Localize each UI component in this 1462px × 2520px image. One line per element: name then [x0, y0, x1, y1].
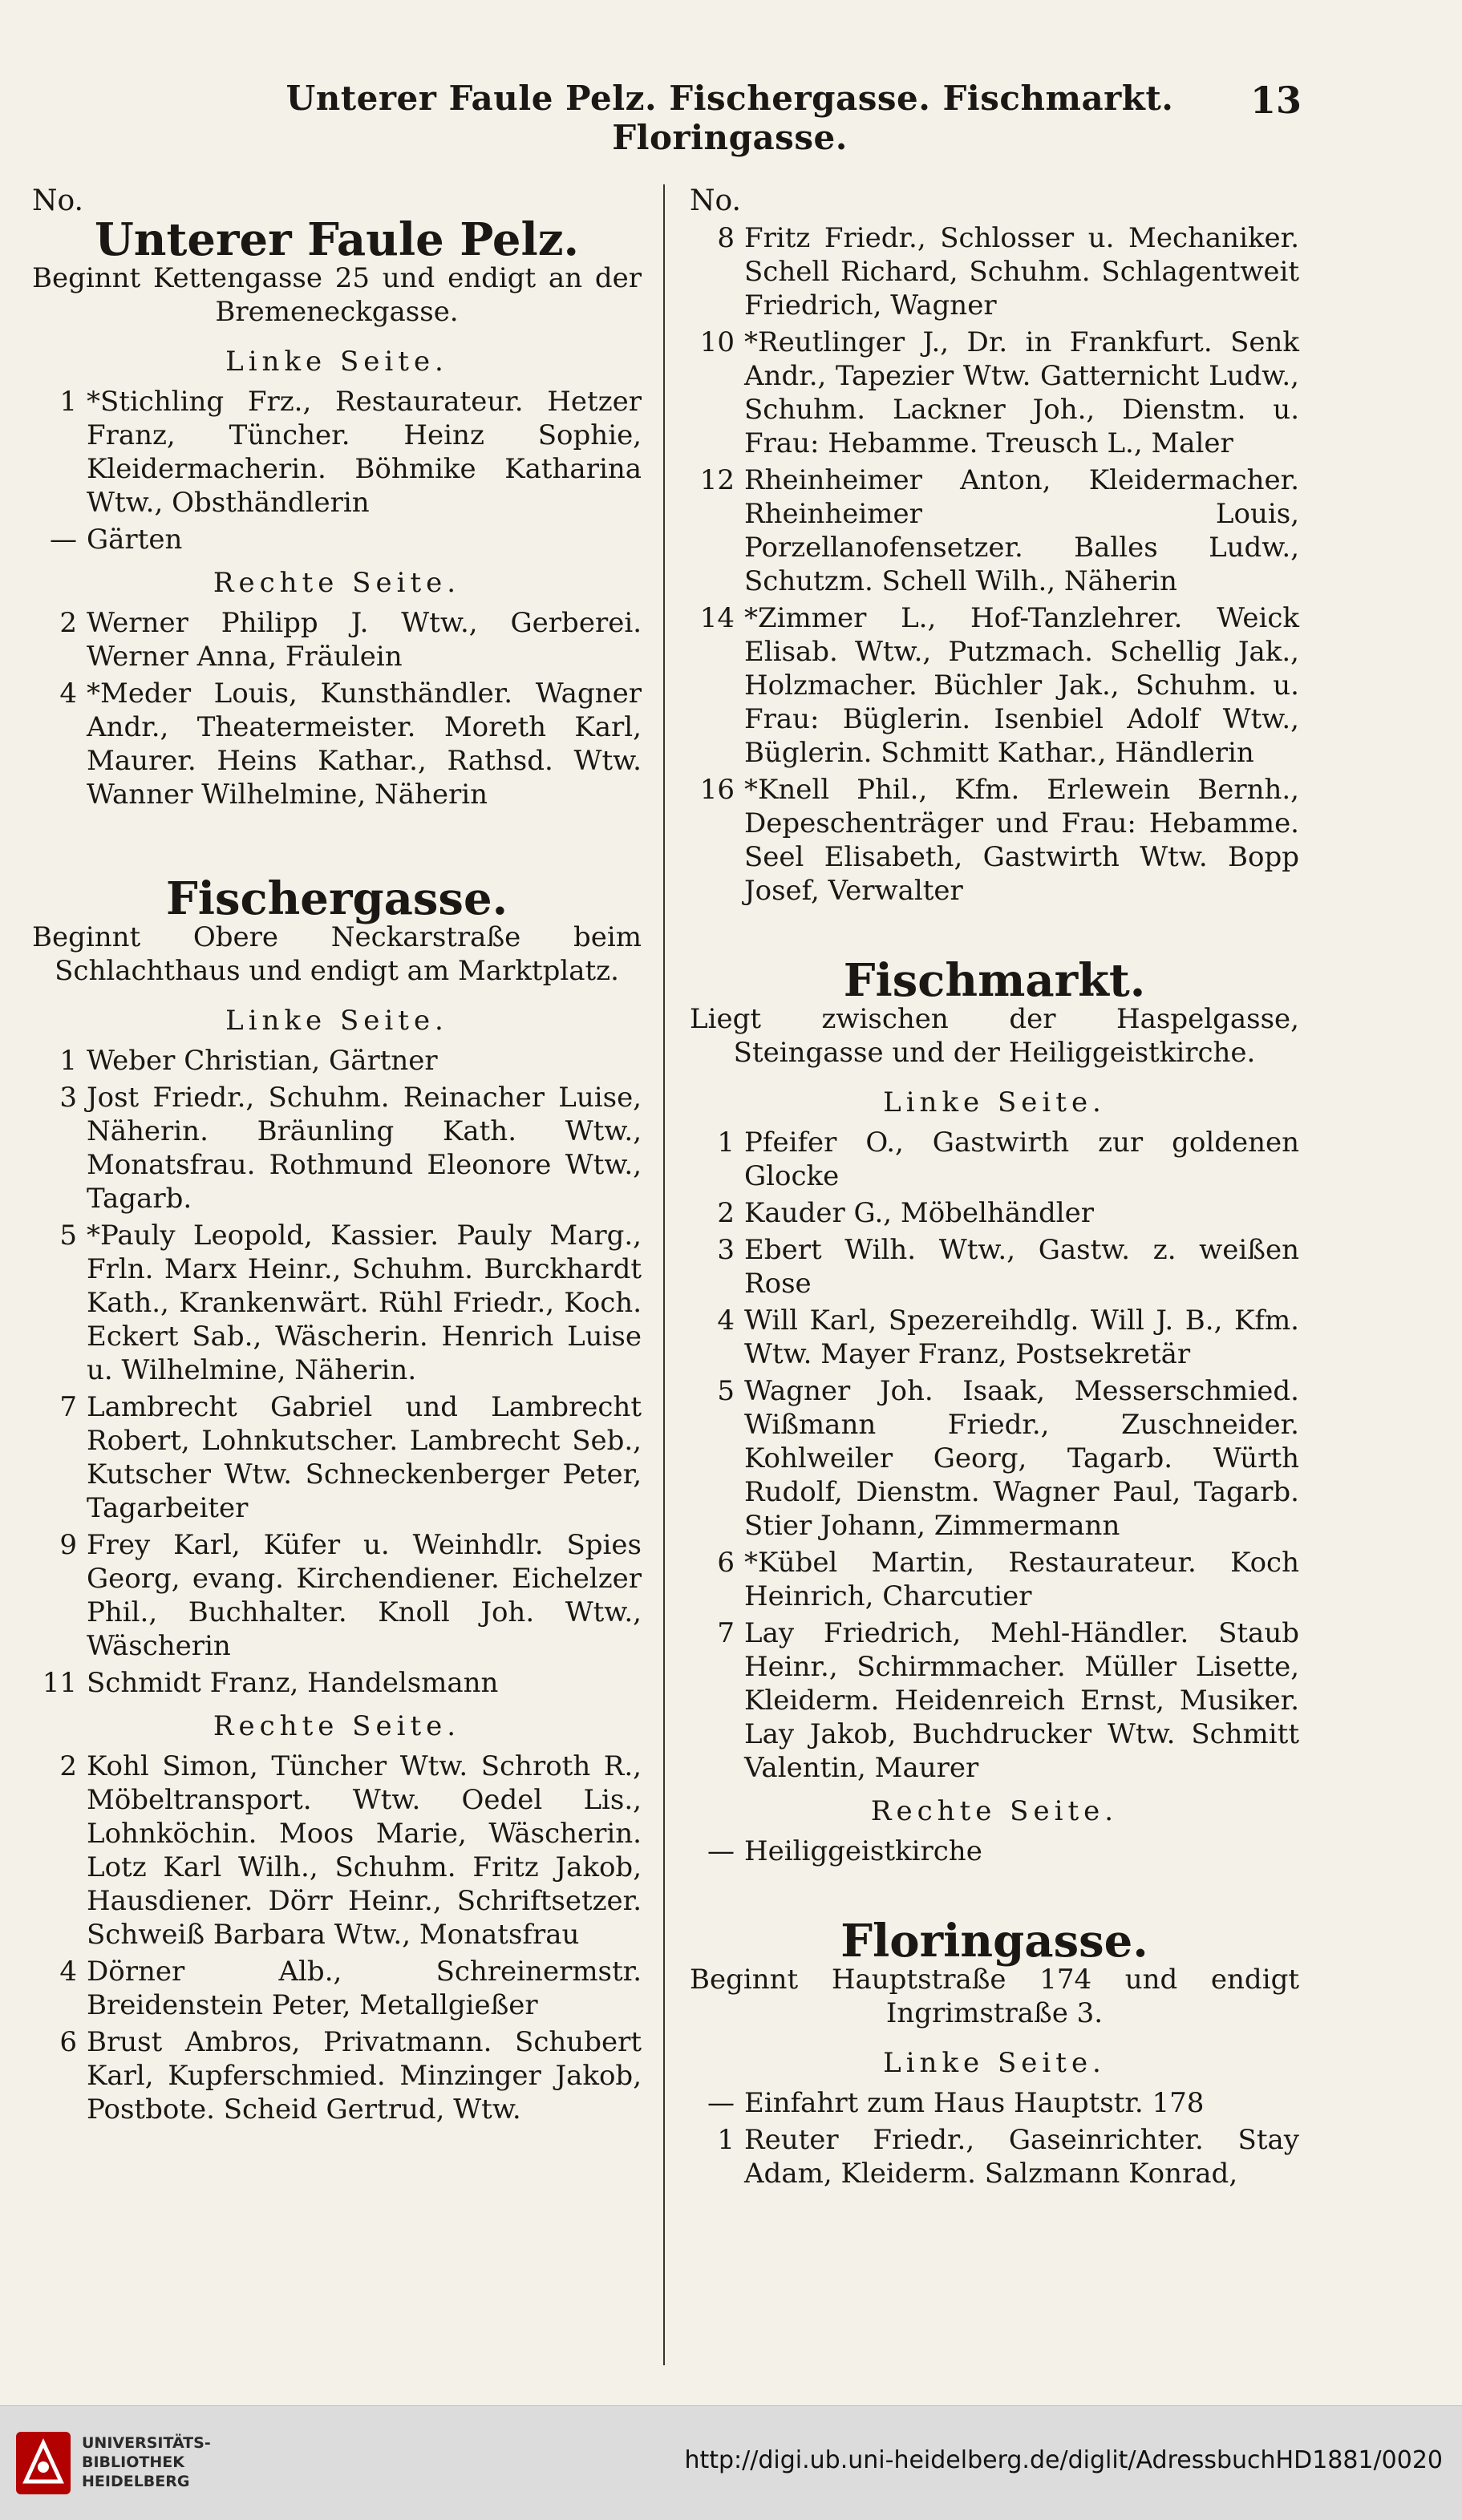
list-item — [32, 1219, 642, 1387]
list-item — [690, 1233, 1299, 1300]
resident-text: Heiliggeistkirche — [744, 1835, 982, 1867]
house-number: 10 — [699, 326, 735, 358]
house-number: 4 — [717, 1304, 735, 1337]
side-label-left: Linke Seite. — [225, 1005, 448, 1037]
street-description: Beginnt Kettengasse 25 und endigt an der Bremeneckgasse. — [32, 262, 642, 328]
house-number: 3 — [59, 1082, 77, 1114]
library-name-line: HEIDELBERG — [82, 2473, 190, 2490]
house-number: 7 — [717, 1617, 735, 1649]
resident-text: Fritz Friedr., Schlosser u. Mechaniker. Schell Richard, Schuhm. Schlagentweit Friedrich, Wagner — [744, 222, 1299, 322]
resident-text: *Meder Louis, Kunsthändler. Wagner Andr., Theatermeister. Moreth Karl, Maurer. Heins Kathar., Rathsd. Wtw. Wanner Wilhelmine, Näherin — [87, 678, 642, 811]
library-name-line: BIBLIOTHEK — [82, 2453, 184, 2471]
street-description: Beginnt Hauptstraße 174 und endigt Ingrimstraße 3. — [690, 1964, 1299, 2029]
digitization-footer — [0, 2405, 1462, 2520]
house-number: 2 — [59, 607, 77, 639]
resident-text: Brust Ambros, Privatmann. Schubert Karl, Kupferschmied. Minzinger Jakob, Postbote. Scheid Gertrud, Wtw. — [87, 2026, 642, 2126]
street-title: Floringasse. — [840, 1915, 1148, 1968]
no-label: No. — [690, 184, 741, 217]
house-number: 1 — [59, 386, 77, 418]
list-item — [690, 601, 1299, 770]
list-item — [32, 677, 642, 811]
street-section-fischmarkt — [690, 954, 1299, 1868]
resident-text: Wagner Joh. Isaak, Messerschmied. Wißmann Friedr., Zuschneider. Kohlweiler Georg, Tagarb. Würth Rudolf, Dienstm. Wagner Paul, Tagarb. Stier Johann, Zimmermann — [744, 1375, 1299, 1542]
house-number: 9 — [59, 1529, 77, 1561]
house-number: 5 — [59, 1220, 77, 1252]
list-item — [690, 773, 1299, 908]
list-item — [690, 1126, 1299, 1193]
side-label-left: Linke Seite. — [883, 2047, 1106, 2079]
house-number: 14 — [699, 602, 735, 634]
house-number: 5 — [717, 1375, 735, 1407]
list-item — [690, 1374, 1299, 1543]
resident-text: Rheinheimer Anton, Kleidermacher. Rheinheimer Louis, Porzellanofensetzer. Balles Ludw., Schutzm. Schell Wilh., Näherin — [744, 464, 1299, 597]
resident-text: Kohl Simon, Tüncher Wtw. Schroth R., Möbeltransport. Wtw. Oedel Lis., Lohnköchin. Moos Marie, Wäscherin. Lotz Karl Wilh., Schuhm. Fritz Jakob, Hausdiener. Dörr Heinr., Schriftsetzer. Schweiß Barbara Wtw., Monatsfrau — [87, 1750, 642, 1951]
entry-list — [32, 606, 642, 811]
section-gap — [690, 911, 1299, 959]
list-item — [32, 1081, 642, 1216]
running-head: Unterer Faule Pelz. Fischergasse. Fischmarkt. Floringasse. — [286, 79, 1174, 157]
resident-text: Dörner Alb., Schreinermstr. Breidenstein Peter, Metallgießer — [87, 1956, 642, 2021]
list-item — [690, 1196, 1299, 1230]
house-number: 16 — [699, 774, 735, 806]
list-item — [690, 2123, 1299, 2190]
house-number: 7 — [59, 1391, 77, 1423]
list-item — [690, 1546, 1299, 1613]
resident-text: Lay Friedrich, Mehl-Händler. Staub Heinr., Schirmmacher. Müller Lisette, Kleiderm. Heidenreich Ernst, Musiker. Lay Jakob, Buchdrucker Wtw. Schmitt Valentin, Maurer — [744, 1617, 1299, 1784]
street-section-floringasse — [690, 1915, 1299, 2190]
house-number: 8 — [717, 222, 735, 254]
resident-text: Werner Philipp J. Wtw., Gerberei. Werner Anna, Fräulein — [87, 607, 642, 673]
street-section-unterer-faule-pelz — [32, 213, 642, 811]
resident-text: Einfahrt zum Haus Hauptstr. 178 — [744, 2087, 1205, 2119]
street-section-fischergasse — [32, 872, 642, 2126]
column-divider — [663, 184, 665, 2365]
street-description: Beginnt Obere Neckarstraße beim Schlachthaus und endigt am Marktplatz. — [32, 921, 642, 987]
resident-text: *Pauly Leopold, Kassier. Pauly Marg., Frln. Marx Heinr., Schuhm. Burckhardt Kath., Krankenwärt. Rühl Friedr., Koch. Eckert Sab., Wäscherin. Henrich Luise u. Wilhelmine, Näherin. — [87, 1220, 642, 1386]
street-title: Fischergasse. — [165, 872, 508, 925]
side-label-left: Linke Seite. — [883, 1086, 1106, 1118]
resident-text: Will Karl, Spezereihdlg. Will J. B., Kfm. Wtw. Mayer Franz, Postsekretär — [744, 1304, 1299, 1370]
section-gap — [690, 1871, 1299, 1919]
list-item — [32, 2025, 642, 2126]
resident-text: *Knell Phil., Kfm. Erlewein Bernh., Depeschenträger und Frau: Hebamme. Seel Elisabeth, Gastwirth Wtw. Bopp Josef, Verwalter — [744, 774, 1299, 907]
street-description: Liegt zwischen der Haspelgasse, Steingasse und der Heiliggeistkirche. — [690, 1003, 1299, 1069]
entry-list — [690, 2086, 1299, 2190]
resident-text: *Kübel Martin, Restaurateur. Koch Heinrich, Charcutier — [744, 1547, 1299, 1612]
resident-text: *Reutlinger J., Dr. in Frankfurt. Senk Andr., Tapezier Wtw. Gatternicht Ludw., Schuhm. Lackner Joh., Dienstm. u. Frau: Hebamme. Treusch L., Maler — [744, 326, 1299, 459]
entry-list — [32, 1044, 642, 1700]
house-number: 2 — [59, 1750, 77, 1782]
no-label: No. — [32, 184, 83, 217]
list-item — [690, 326, 1299, 460]
entry-list — [32, 1749, 642, 2126]
list-item — [32, 1955, 642, 2022]
page-number: 13 — [1249, 79, 1302, 122]
street-title: Unterer Faule Pelz. — [94, 213, 580, 266]
house-number: 6 — [717, 1547, 735, 1579]
house-number: 4 — [59, 1956, 77, 1988]
list-item — [32, 1666, 642, 1700]
house-number: 2 — [717, 1197, 735, 1229]
side-label-left: Linke Seite. — [225, 346, 448, 378]
library-name — [82, 2433, 211, 2491]
resident-text: Pfeifer O., Gastwirth zur goldenen Glocke — [744, 1127, 1299, 1192]
list-item — [32, 523, 642, 556]
resident-text: *Zimmer L., Hof-Tanzlehrer. Weick Elisab. Wtw., Putzmach. Schellig Jak., Holzmacher. Büchler Jak., Schuhm. u. Frau: Büglerin. Isenbiel Adolf Wtw., Büglerin. Schmitt Kathar., Händlerin — [744, 602, 1299, 769]
street-title: Fischmarkt. — [843, 954, 1146, 1007]
resident-text: Jost Friedr., Schuhm. Reinacher Luise, Näherin. Bräunling Kath. Wtw., Monatsfrau. Rothmund Eleonore Wtw., Tagarb. — [87, 1082, 642, 1215]
left-column — [32, 184, 642, 2130]
house-number: — — [50, 524, 77, 556]
house-number: 11 — [42, 1667, 77, 1699]
resident-text: Reuter Friedr., Gaseinrichter. Stay Adam, Kleiderm. Salzmann Konrad, — [744, 2124, 1299, 2190]
entry-list — [690, 1834, 1299, 1868]
resident-text: *Stichling Frz., Restaurateur. Hetzer Franz, Tüncher. Heinz Sophie, Kleidermacherin. Böhmike Katharina Wtw., Obsthändlerin — [87, 386, 642, 519]
house-number: 6 — [59, 2026, 77, 2058]
list-item — [32, 1044, 642, 1078]
resident-text: Frey Karl, Küfer u. Weinhdlr. Spies Georg, evang. Kirchendiener. Eichelzer Phil., Buchhalter. Knoll Joh. Wtw., Wäscherin — [87, 1529, 642, 1662]
house-number: 1 — [717, 2124, 735, 2156]
resident-text: Gärten — [87, 524, 183, 556]
list-item — [690, 2086, 1299, 2120]
list-item — [690, 221, 1299, 322]
side-label-right: Rechte Seite. — [870, 1795, 1119, 1827]
house-number: — — [707, 1835, 735, 1867]
resident-text: Schmidt Franz, Handelsmann — [87, 1667, 499, 1699]
section-gap — [32, 815, 642, 877]
house-number: 3 — [717, 1234, 735, 1266]
list-item — [32, 385, 642, 520]
entry-list — [690, 1126, 1299, 1785]
source-url-link[interactable]: http://digi.ub.uni-heidelberg.de/diglit/AdressbuchHD1881/0020 — [684, 2446, 1443, 2474]
right-column — [690, 184, 1299, 2194]
resident-text: Ebert Wilh. Wtw., Gastw. z. weißen Rose — [744, 1234, 1299, 1300]
university-library-logo-icon — [14, 2430, 72, 2496]
entry-list-continued — [690, 221, 1299, 908]
entry-list — [32, 385, 642, 556]
list-item — [32, 1528, 642, 1663]
list-item — [690, 1834, 1299, 1868]
house-number: 4 — [59, 678, 77, 710]
resident-text: Kauder G., Möbelhändler — [744, 1197, 1095, 1229]
list-item — [690, 463, 1299, 598]
side-label-right: Rechte Seite. — [213, 1710, 461, 1742]
house-number: 12 — [699, 464, 735, 496]
library-name-line: UNIVERSITÄTS- — [82, 2434, 211, 2452]
list-item — [32, 1390, 642, 1525]
house-number: 1 — [717, 1127, 735, 1159]
list-item — [690, 1304, 1299, 1371]
resident-text: Weber Christian, Gärtner — [87, 1045, 438, 1077]
house-number: — — [707, 2087, 735, 2119]
resident-text: Lambrecht Gabriel und Lambrecht Robert, Lohnkutscher. Lambrecht Seb., Kutscher Wtw. Schneckenberger Peter, Tagarbeiter — [87, 1391, 642, 1524]
side-label-right: Rechte Seite. — [213, 567, 461, 599]
list-item — [690, 1616, 1299, 1785]
list-item — [32, 1749, 642, 1952]
list-item — [32, 606, 642, 673]
house-number: 1 — [59, 1045, 77, 1077]
